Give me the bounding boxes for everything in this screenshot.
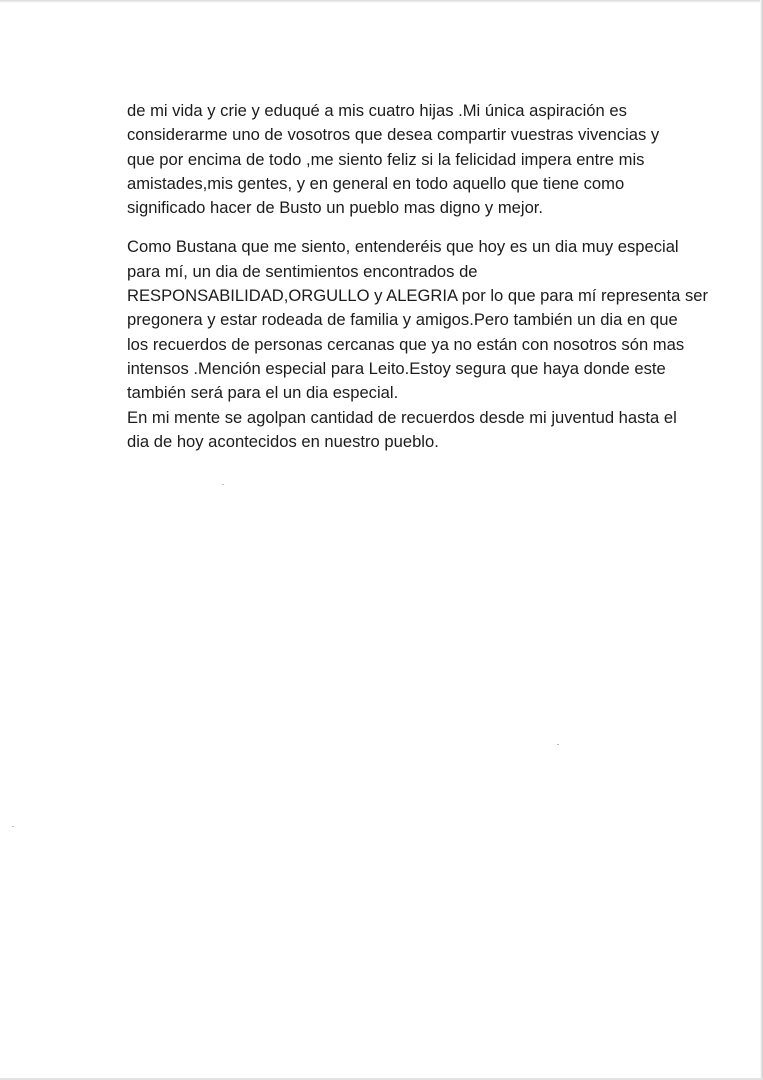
paragraph-gap (127, 220, 707, 235)
document-body (127, 99, 707, 454)
paragraph-2 (127, 235, 707, 454)
text-line: considerarme uno de vosotros que desea compartir vuestras vivencias y (127, 125, 660, 145)
text-line: intensos .Mención especial para Leito.Estoy segura que haya donde este (127, 358, 666, 378)
text-line: los recuerdos de personas cercanas que ya no están con nosotros són mas (127, 334, 685, 354)
paragraph-1 (127, 99, 707, 220)
text-line: que por encima de todo ,me siento feliz si la felicidad impera entre mis (127, 149, 645, 169)
text-line: RESPONSABILIDAD,ORGULLO y ALEGRIA por lo que para mí representa ser (127, 286, 709, 306)
text-line: de mi vida y crie y eduqué a mis cuatro hijas .Mi única aspiración es (127, 101, 627, 120)
scan-edge-top (0, 0, 763, 3)
text-line: amistades,mis gentes, y en general en todo aquello que tiene como (127, 173, 625, 193)
text-line: En mi mente se agolpan cantidad de recuerdos desde mi juventud hasta el (127, 407, 677, 427)
scan-speck (222, 484, 224, 485)
text-line: dia de hoy acontecidos en nuestro pueblo. (127, 431, 439, 451)
text-line: para mí, un dia de sentimientos encontrados de (127, 261, 478, 281)
text-line: pregonera y estar rodeada de familia y amigos.Pero también un dia en que (127, 310, 678, 330)
scan-speck (557, 744, 559, 745)
scan-speck (12, 826, 14, 827)
text-line: significado hacer de Busto un pueblo mas digno y mejor. (127, 198, 544, 218)
text-line: Como Bustana que me siento, entenderéis que hoy es un dia muy especial (127, 237, 679, 257)
text-line: también será para el un dia especial. (127, 383, 399, 403)
